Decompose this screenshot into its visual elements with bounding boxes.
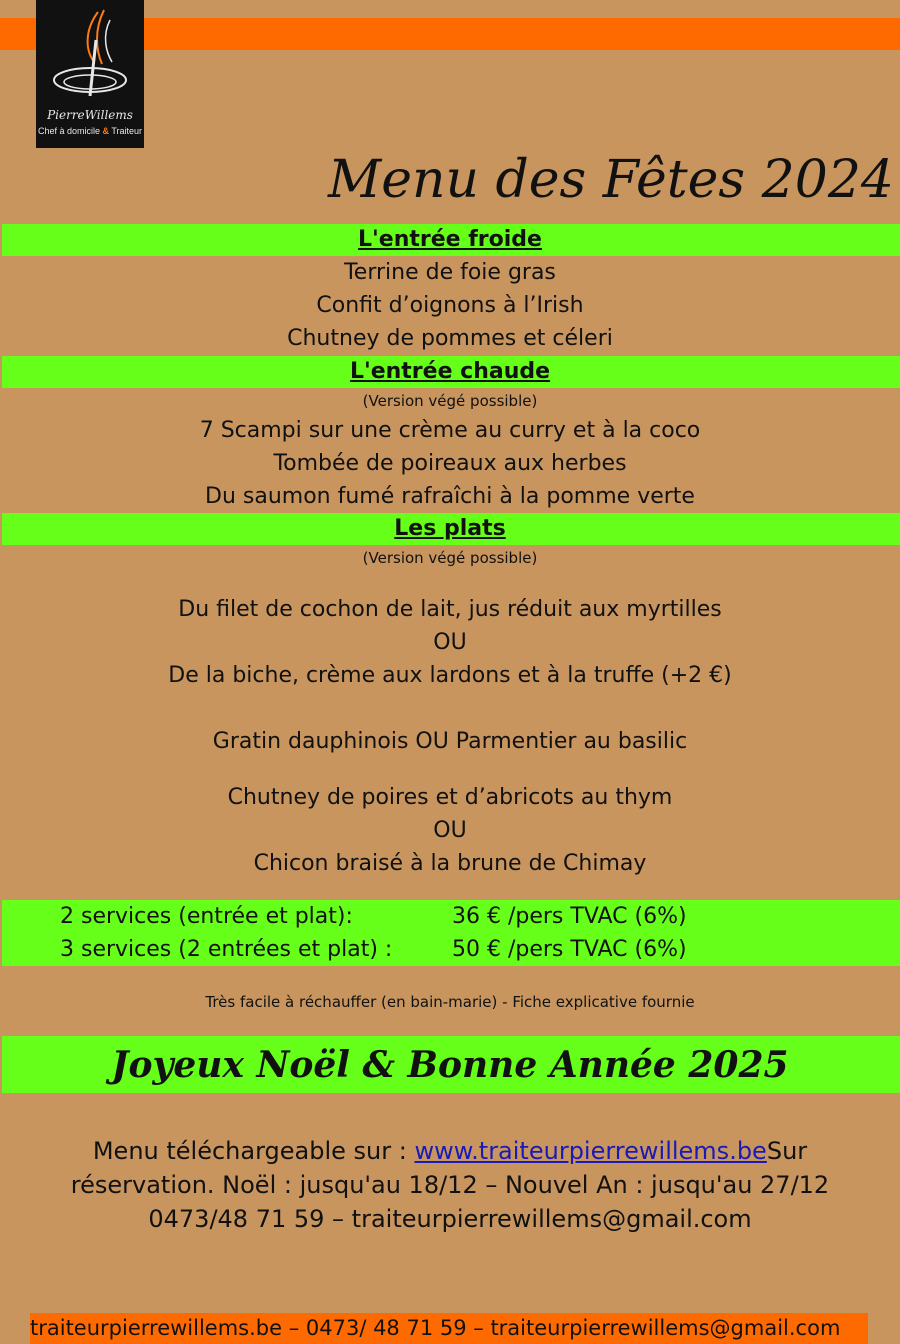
price-label: 2 services (entrée et plat): [60,904,353,929]
menu-item: 7 Scampi sur une crème au curry et à la coco [199,418,701,443]
menu-item-or: OU [433,818,467,843]
download-line: Menu téléchargeable sur : www.traiteurpierrewillems.beSur [92,1137,808,1165]
menu-item: Tombée de poireaux aux herbes [273,451,627,476]
logo-subtitle: Chef à domicile & Traiteur [37,126,143,136]
menu-item: Chutney de pommes et céleri [287,326,613,351]
section-heading-hot-starter: L'entrée chaude [349,359,551,384]
season-greeting: Joyeux Noël & Bonne Année 2025 [111,1044,789,1086]
reservation-line: réservation. Noël : jusqu'au 18/12 – Nouvel An : jusqu'au 27/12 [70,1171,830,1199]
price-value: 50 € /pers TVAC (6%) [452,937,687,962]
menu-item: Gratin dauphinois OU Parmentier au basilic [212,729,688,754]
logo-name: PierreWillems [47,108,133,122]
menu-item-or: OU [433,630,467,655]
menu-item: Confit d’oignons à l’Irish [316,293,584,318]
price-label: 3 services (2 entrées et plat) : [60,937,393,962]
reheat-note: Très facile à réchauffer (en bain-marie) - Fiche explicative fournie [205,993,695,1011]
page-title: Menu des Fêtes 2024 [327,150,894,210]
website-link[interactable]: www.traiteurpierrewillems.be [414,1137,767,1165]
price-value: 36 € /pers TVAC (6%) [452,904,687,929]
menu-item: Du saumon fumé rafraîchi à la pomme verte [205,484,695,509]
veggie-note: (Version végé possible) [362,549,538,567]
price-row [60,933,687,967]
menu-item: De la biche, crème aux lardons et à la truffe (+2 €) [168,663,732,688]
logo [36,0,144,148]
phone-email-line: 0473/48 71 59 – traiteurpierrewillems@gmail.com [148,1205,752,1233]
menu-item: Chicon braisé à la brune de Chimay [253,851,647,876]
veggie-note: (Version végé possible) [362,392,538,410]
menu-item: Chutney de poires et d’abricots au thym [227,785,673,810]
section-heading-cold-starter: L'entrée froide [358,227,542,252]
menu-item: Du filet de cochon de lait, jus réduit aux myrtilles [178,597,722,622]
menu-item: Terrine de foie gras [344,260,556,285]
footer-bar: traiteurpierrewillems.be – 0473/ 48 71 59 – traiteurpierrewillems@gmail.com [30,1313,868,1344]
section-heading-mains: Les plats [394,516,506,541]
price-row [60,900,687,934]
